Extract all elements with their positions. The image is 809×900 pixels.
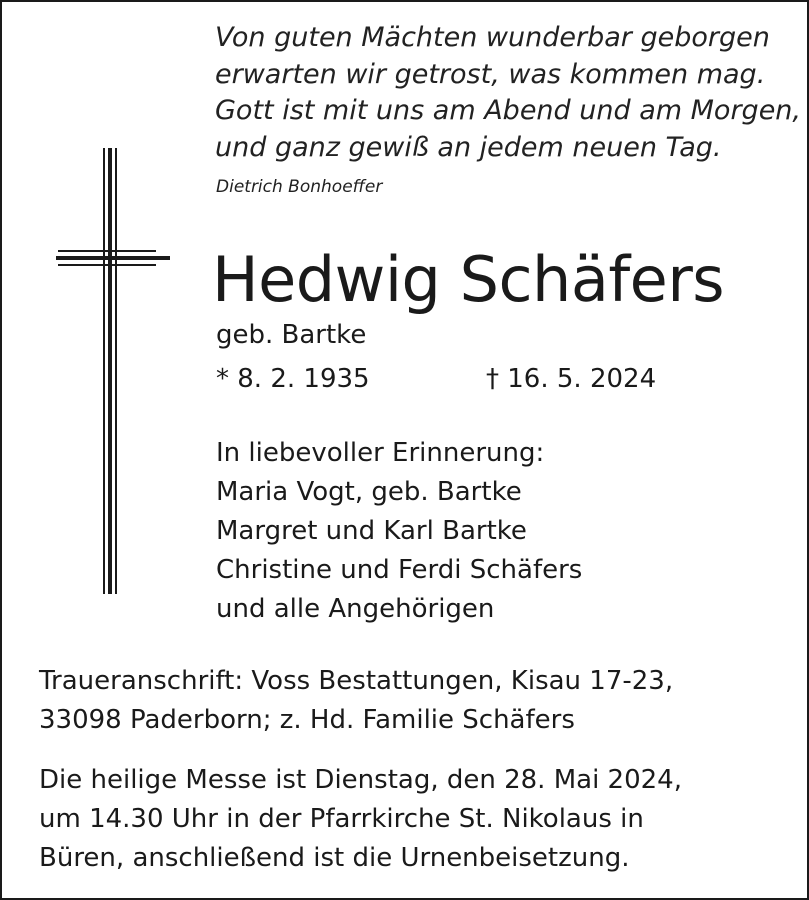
mourner-name: Margret und Karl Bartke [216, 516, 527, 546]
mourners-block [216, 434, 796, 629]
service-line: Die heilige Messe ist Dienstag, den 28. Mai 2024, [39, 765, 682, 795]
death-date: † 16. 5. 2024 [486, 364, 657, 394]
quote-author: Dietrich Bonhoeffer [216, 177, 383, 197]
bonhoeffer-quote [215, 20, 801, 166]
quote-line: erwarten wir getrost, was kommen mag. [215, 58, 766, 90]
service-line: um 14.30 Uhr in der Pfarrkirche St. Nikolaus in [39, 804, 644, 834]
service-info [39, 761, 799, 878]
deceased-name: Hedwig Schäfers [212, 243, 725, 316]
address-line: 33098 Paderborn; z. Hd. Familie Schäfers [39, 705, 575, 735]
cross-icon [54, 148, 174, 594]
maiden-name: geb. Bartke [216, 320, 367, 350]
service-line: Büren, anschließend ist die Urnenbeisetzung. [39, 843, 630, 873]
mourner-name: und alle Angehörigen [216, 594, 495, 624]
quote-line: Von guten Mächten wunderbar geborgen [215, 22, 770, 53]
quote-line: und ganz gewiß an jedem neuen Tag. [215, 131, 722, 163]
mourner-name: Christine und Ferdi Schäfers [216, 555, 583, 585]
quote-line: Gott ist mit uns am Abend und am Morgen, [215, 95, 801, 126]
mourner-name: Maria Vogt, geb. Bartke [216, 477, 522, 507]
address-line: Traueranschrift: Voss Bestattungen, Kisau 17-23, [39, 666, 674, 696]
birth-date: * 8. 2. 1935 [216, 364, 370, 394]
mourners-heading: In liebevoller Erinnerung: [216, 438, 545, 468]
mourning-address [39, 662, 799, 740]
